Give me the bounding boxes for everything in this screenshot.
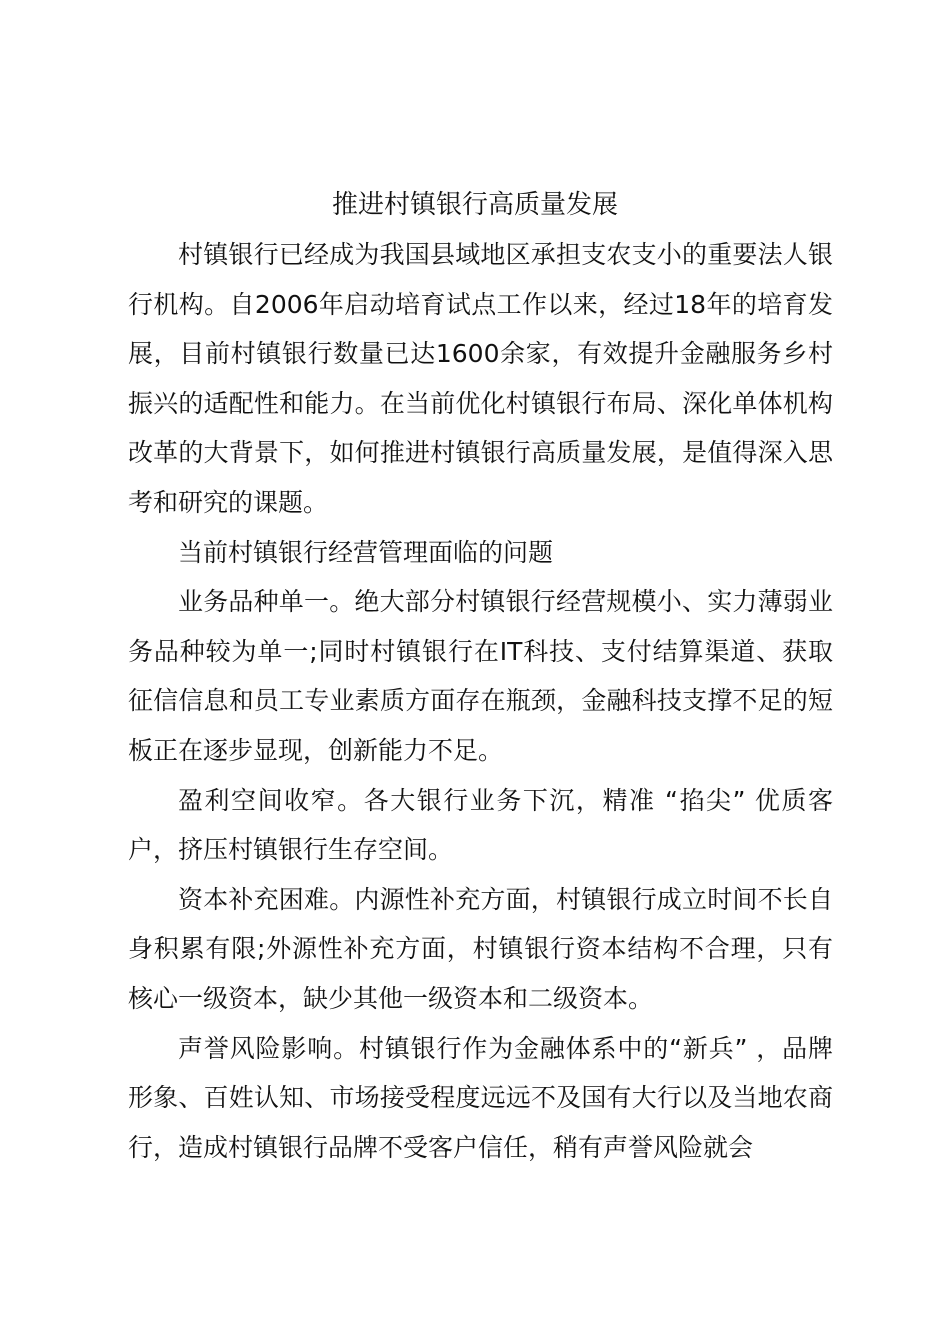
paragraph-intro: 村镇银行已经成为我国县域地区承担支农支小的重要法人银行机构。自2006年启动培育试点工作以来，经过18年的培育发展，目前村镇银行数量已达1600余家，有效提升金融服务乡村振兴的适配性和能力。在当前优化村镇银行布局、深化单体机构改革的大背景下，如何推进村镇银行高质量发展，是值得深入思考和研究的课题。	[128, 240, 833, 517]
paragraph-profit-narrowing: 盈利空间收窄。各大银行业务下沉，精准 “掐尖” 优质客户，挤压村镇银行生存空间。	[128, 785, 833, 865]
document-body	[128, 230, 833, 1172]
paragraph-capital-difficulty: 资本补充困难。内源性补充方面，村镇银行成立时间不长自身积累有限;外源性补充方面，村镇银行资本结构不合理，只有核心一级资本，缺少其他一级资本和二级资本。	[128, 884, 833, 1013]
paragraph-reputation-risk: 声誉风险影响。村镇银行作为金融体系中的“新兵” ，品牌形象、百姓认知、市场接受程度远远不及国有大行以及当地农商行，造成村镇银行品牌不受客户信任，稍有声誉风险就会	[128, 1033, 833, 1162]
paragraph-single-business: 业务品种单一。绝大部分村镇银行经营规模小、实力薄弱业务品种较为单一;同时村镇银行在IT科技、支付结算渠道、获取征信信息和员工专业素质方面存在瓶颈，金融科技支撑不足的短板正在逐步显现，创新能力不足。	[128, 587, 833, 765]
document-title: 推进村镇银行高质量发展	[331, 190, 618, 220]
section-heading-problems: 当前村镇银行经营管理面临的问题	[178, 537, 554, 567]
